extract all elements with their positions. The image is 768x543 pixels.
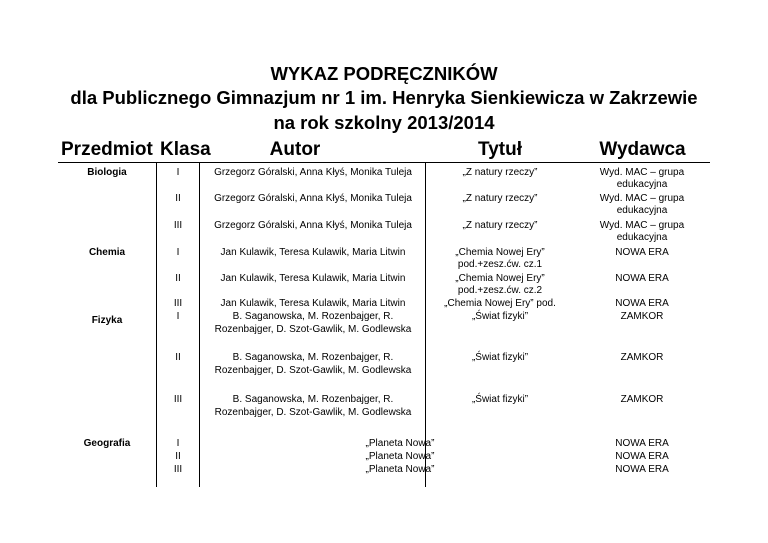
subject-biologia: Biologia — [87, 167, 127, 178]
table-row-author: Jan Kulawik, Teresa Kulawik, Maria Litwin — [220, 298, 406, 309]
table-row-author-cont: Rozenbajger, D. Szot-Gawlik, M. Godlewska — [214, 324, 412, 335]
table-row-title: „Planeta Nowa” — [365, 451, 435, 462]
header-subject: Przedmiot — [61, 139, 153, 160]
table-row-title: „Chemia Nowej Ery” — [455, 247, 545, 258]
document-subtitle-school: dla Publicznego Gimnazjum nr 1 im. Henryka Sienkiewicza w Zakrzewie — [70, 87, 698, 108]
table-row-publisher: ZAMKOR — [620, 394, 664, 405]
table-row-author: Jan Kulawik, Teresa Kulawik, Maria Litwin — [220, 247, 406, 258]
header-title: Tytuł — [478, 139, 522, 160]
table-row-class: I — [176, 167, 180, 178]
table-row-author: Grzegorz Góralski, Anna Kłyś, Monika Tuleja — [214, 167, 412, 178]
table-row-class: I — [176, 247, 180, 258]
table-row-publisher: Wyd. MAC – grupa — [599, 167, 685, 178]
table-row-class: III — [173, 220, 183, 231]
table-row-class: II — [175, 451, 181, 462]
table-row-author: B. Saganowska, M. Rozenbajger, R. — [232, 394, 394, 405]
table-row-class: III — [173, 394, 183, 405]
table-row-publisher: NOWA ERA — [615, 247, 669, 258]
table-row-class: III — [173, 298, 183, 309]
table-row-publisher: NOWA ERA — [615, 273, 669, 284]
table-row-title: „Chemia Nowej Ery” — [455, 273, 545, 284]
document-subtitle-year: na rok szkolny 2013/2014 — [273, 112, 495, 133]
table-row-publisher: NOWA ERA — [615, 451, 669, 462]
table-row-publisher-cont: edukacyjna — [616, 179, 668, 190]
table-row-author-cont: Rozenbajger, D. Szot-Gawlik, M. Godlewska — [214, 407, 412, 418]
document-title: WYKAZ PODRĘCZNIKÓW — [270, 63, 498, 84]
table-row-publisher-cont: edukacyjna — [616, 232, 668, 243]
table-row-author-cont: Rozenbajger, D. Szot-Gawlik, M. Godlewska — [214, 365, 412, 376]
table-row-publisher: Wyd. MAC – grupa — [599, 220, 685, 231]
table-row-title: „Z natury rzeczy” — [462, 193, 538, 204]
table-row-publisher-cont: edukacyjna — [616, 205, 668, 216]
table-row-title: „Planeta Nowa” — [365, 438, 435, 449]
header-author: Autor — [269, 139, 321, 160]
subject-chemia: Chemia — [88, 247, 126, 258]
table-row-publisher: NOWA ERA — [615, 464, 669, 475]
table-row-author: Grzegorz Góralski, Anna Kłyś, Monika Tuleja — [214, 220, 412, 231]
table-row-author: Jan Kulawik, Teresa Kulawik, Maria Litwin — [220, 273, 406, 284]
table-row-class: III — [173, 464, 183, 475]
table-row-class: II — [175, 193, 181, 204]
table-row-class: I — [176, 311, 180, 322]
table-row-title: „Świat fizyki” — [471, 352, 529, 363]
table-row-title: „Z natury rzeczy” — [462, 167, 538, 178]
table-row-class: II — [175, 352, 181, 363]
table-row-title-cont: pod.+zesz.ćw. cz.2 — [457, 285, 543, 296]
table-row-title: „Świat fizyki” — [471, 394, 529, 405]
header-class: Klasa — [160, 139, 211, 160]
table-row-author: Grzegorz Góralski, Anna Kłyś, Monika Tuleja — [214, 193, 412, 204]
table-row-class: II — [175, 273, 181, 284]
table-row-title: „Chemia Nowej Ery” pod. — [444, 298, 556, 309]
table-row-title: „Świat fizyki” — [471, 311, 529, 322]
subject-fizyka: Fizyka — [91, 315, 123, 326]
table-row-author: B. Saganowska, M. Rozenbajger, R. — [232, 311, 394, 322]
header-publisher: Wydawca — [599, 139, 686, 160]
table-row-title: „Planeta Nowa” — [365, 464, 435, 475]
table-row-class: I — [176, 438, 180, 449]
table-row-publisher: NOWA ERA — [615, 298, 669, 309]
table-row-title-cont: pod.+zesz.ćw. cz.1 — [457, 259, 543, 270]
table-row-author: B. Saganowska, M. Rozenbajger, R. — [232, 352, 394, 363]
table-row-title: „Z natury rzeczy” — [462, 220, 538, 231]
table-row-publisher: Wyd. MAC – grupa — [599, 193, 685, 204]
subject-geografia: Geografia — [83, 438, 131, 449]
table-row-publisher: ZAMKOR — [620, 352, 664, 363]
table-row-publisher: NOWA ERA — [615, 438, 669, 449]
table-row-publisher: ZAMKOR — [620, 311, 664, 322]
